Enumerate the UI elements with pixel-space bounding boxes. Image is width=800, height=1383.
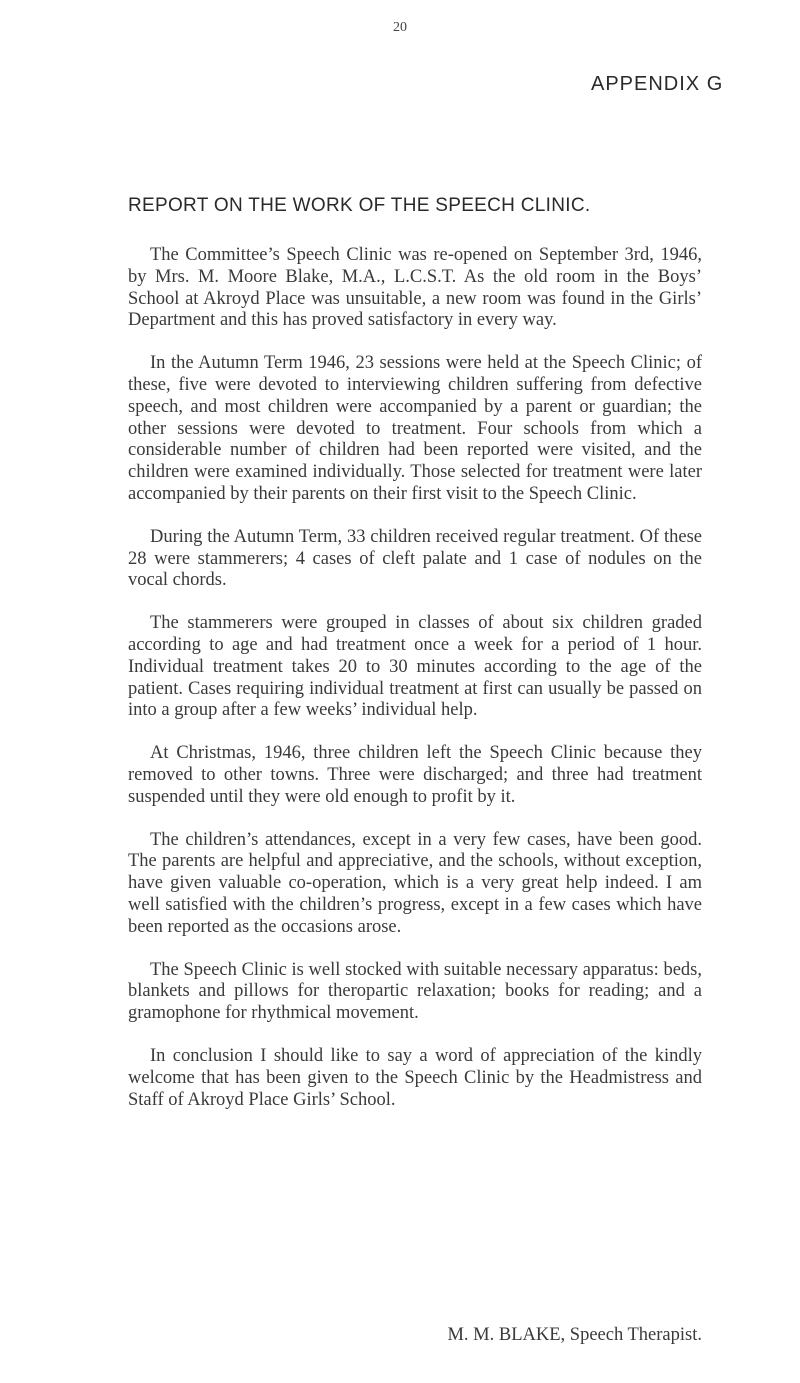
- paragraph: In conclusion I should like to say a word of appreciation of the kindly welcome that has been given to the Speech Clinic by the Headmistress and Staff of Akroyd Place Girls’ School.: [128, 1045, 702, 1110]
- appendix-heading: APPENDIX G: [591, 73, 724, 95]
- page-number: 20: [393, 20, 407, 35]
- paragraph: The Committee’s Speech Clinic was re-opened on September 3rd, 1946, by Mrs. M. Moore Blake, M.A., L.C.S.T. As the old room in the Boys’ School at Akroyd Place was unsuitable, a new room was found in the Girls’ Department and this has proved satisfactory in every way.: [128, 245, 702, 331]
- report-title: REPORT ON THE WORK OF THE SPEECH CLINIC.: [128, 195, 591, 216]
- paragraph: At Christmas, 1946, three children left the Speech Clinic because they removed to other towns. Three were discharged; and three had treatment suspended until they were old enough to profit by it.: [128, 743, 702, 807]
- paragraph: During the Autumn Term, 33 children received regular treatment. Of these 28 were stammerers; 4 cases of cleft palate and 1 case of nodules on the vocal chords.: [128, 526, 702, 591]
- signature: M. M. BLAKE, Speech Therapist.: [447, 1325, 702, 1345]
- paragraph: The children’s attendances, except in a very few cases, have been good. The parents are helpful and appreciative, and the schools, without exception, have given valuable co-operation, which is a very great help indeed. I am well satisfied with the children’s progress, except in a few cases which have been reported as the occasions arose.: [128, 829, 702, 937]
- paragraph: The stammerers were grouped in classes of about six children graded according to age and had treatment once a week for a period of 1 hour. Individual treatment takes 20 to 30 minutes according to the age of the patient. Cases requiring individual treatment at first can usually be passed on into a group after a few weeks’ individual help.: [128, 613, 702, 721]
- report-body: [128, 245, 702, 1132]
- paragraph: In the Autumn Term 1946, 23 sessions were held at the Speech Clinic; of these, five were devoted to interviewing children suffering from defective speech, and most children were accompanied by a parent or guardian; the other sessions were devoted to treatment. Four schools from which a considerable number of children had been reported were visited, and the children were examined individually. Those selected for treatment were later accompanied by their parents on their first visit to the Speech Clinic.: [128, 353, 702, 504]
- paragraph: The Speech Clinic is well stocked with suitable necessary apparatus: beds, blankets and pillows for theropartic relaxation; books for reading; and a gramophone for rhythmical movement.: [128, 959, 702, 1024]
